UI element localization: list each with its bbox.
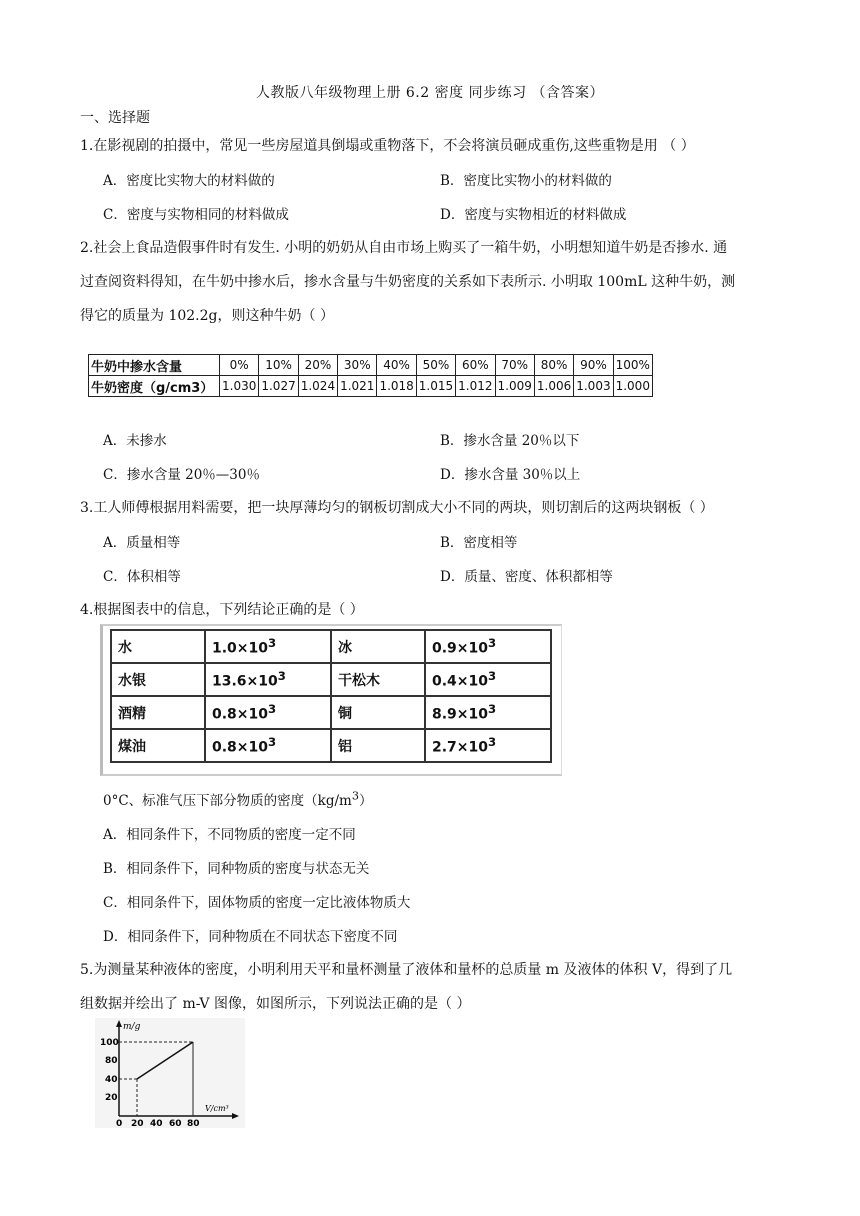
substance-name: 冰 bbox=[331, 630, 425, 663]
q3-option-a[interactable]: A．质量相等 bbox=[103, 535, 181, 551]
table-cell: 1.027 bbox=[259, 376, 298, 397]
table-cell: 70% bbox=[495, 355, 534, 376]
density-value: $0.8\times 10^3$ bbox=[205, 696, 331, 729]
table-cell: 10% bbox=[259, 355, 298, 376]
table-row bbox=[111, 663, 551, 696]
density-value: $2.7\times 10^3$ bbox=[425, 729, 551, 762]
q4-option-a[interactable]: A．相同条件下，不同物质的密度一定不同 bbox=[103, 827, 356, 843]
q4-option-b[interactable]: B．相同条件下，同种物质的密度与状态无关 bbox=[103, 861, 370, 877]
table-header-cell: 牛奶中掺水含量 bbox=[89, 355, 220, 376]
table-cell: 30% bbox=[338, 355, 377, 376]
table-cell: 1.009 bbox=[495, 376, 534, 397]
table-cell: 20% bbox=[298, 355, 337, 376]
table-row bbox=[111, 696, 551, 729]
substance-name: 煤油 bbox=[111, 729, 205, 762]
q4-option-c[interactable]: C．相同条件下，固体物质的密度一定比液体物质大 bbox=[103, 895, 411, 911]
table-cell: 50% bbox=[416, 355, 455, 376]
density-table bbox=[110, 629, 552, 763]
substance-name: 铜 bbox=[331, 696, 425, 729]
q1-option-a[interactable]: A．密度比实物大的材料做的 bbox=[103, 173, 275, 189]
table-cell: 1.000 bbox=[613, 376, 652, 397]
table-cell: 40% bbox=[377, 355, 416, 376]
y-tick-label: 40 bbox=[105, 1075, 118, 1085]
table-cell: 90% bbox=[574, 355, 613, 376]
density-value: $0.8\times 10^3$ bbox=[205, 729, 331, 762]
table-cell: 1.015 bbox=[416, 376, 455, 397]
table-header-cell: 牛奶密度（g/cm3） bbox=[89, 376, 220, 397]
m-v-graph bbox=[95, 1018, 245, 1128]
q4-table-caption: 0°C、标准气压下部分物质的密度$(kg/m^3)$ bbox=[103, 789, 373, 809]
q5-stem-line2: 组数据并绘出了 m-V 图像，如图所示，下列说法正确的是（ ） bbox=[80, 996, 471, 1012]
table-row bbox=[89, 355, 653, 376]
q2-option-a[interactable]: A．未掺水 bbox=[103, 433, 167, 449]
x-tick-label: 80 bbox=[187, 1119, 200, 1128]
table-cell: 1.012 bbox=[456, 376, 495, 397]
x-axis-label: V/cm³ bbox=[205, 1104, 229, 1113]
density-value: $0.9\times 10^3$ bbox=[425, 630, 551, 663]
q2-option-c[interactable]: C．掺水含量 20％—30％ bbox=[103, 467, 260, 483]
y-tick-label: 100 bbox=[100, 1038, 119, 1048]
y-axis-label: m/g bbox=[123, 1022, 141, 1032]
q2-stem-line2: 过查阅资料得知，在牛奶中掺水后，掺水含量与牛奶密度的关系如下表所示. 小明取 100mL 这种牛奶，测 bbox=[80, 274, 736, 290]
q1-option-c[interactable]: C．密度与实物相同的材料做成 bbox=[103, 207, 289, 223]
q4-stem: 4.根据图表中的信息，下列结论正确的是（ ） bbox=[80, 602, 364, 618]
table-row bbox=[111, 729, 551, 762]
table-row bbox=[111, 630, 551, 663]
table-cell: 1.024 bbox=[298, 376, 337, 397]
q3-stem: 3.工人师傅根据用料需要，把一块厚薄均匀的钢板切割成大小不同的两块，则切割后的这两块钢板（ ） bbox=[80, 500, 714, 516]
table-cell: 1.018 bbox=[377, 376, 416, 397]
table-cell: 0% bbox=[220, 355, 259, 376]
table-cell: 80% bbox=[534, 355, 573, 376]
q2-option-d[interactable]: D．掺水含量 30％以上 bbox=[440, 467, 581, 483]
table-cell: 1.030 bbox=[220, 376, 259, 397]
substance-name: 酒精 bbox=[111, 696, 205, 729]
q5-stem-line1: 5.为测量某种液体的密度，小明利用天平和量杯测量了液体和量杯的总质量 m 及液体的体积 V，得到了几 bbox=[80, 962, 733, 978]
table-cell: 100% bbox=[613, 355, 652, 376]
density-value: $0.4\times 10^3$ bbox=[425, 663, 551, 696]
q1-option-b[interactable]: B．密度比实物小的材料做的 bbox=[440, 173, 612, 189]
substance-name: 铝 bbox=[331, 729, 425, 762]
q2-stem-line3: 得它的质量为 102.2g，则这种牛奶（ ） bbox=[80, 308, 334, 324]
q2-stem-line1: 2.社会上食品造假事件时有发生. 小明的奶奶从自由市场上购买了一箱牛奶，小明想知道牛奶是否掺水. 通 bbox=[80, 240, 728, 256]
y-tick-label: 80 bbox=[105, 1056, 118, 1066]
q4-option-d[interactable]: D．相同条件下，同种物质在不同状态下密度不同 bbox=[103, 929, 398, 945]
density-value: $8.9\times 10^3$ bbox=[425, 696, 551, 729]
x-tick-label: 40 bbox=[150, 1119, 163, 1128]
q1-stem: 1.在影视剧的拍摄中，常见一些房屋道具倒塌或重物落下，不会将演员砸成重伤,这些重物是用 （ ） bbox=[80, 138, 695, 154]
table-cell: 1.003 bbox=[574, 376, 613, 397]
table-cell: 1.006 bbox=[534, 376, 573, 397]
y-tick-label: 20 bbox=[105, 1093, 118, 1103]
page-title: 人教版八年级物理上册 6.2 密度 同步练习 （含答案） bbox=[255, 85, 605, 101]
milk-density-table bbox=[88, 354, 653, 397]
substance-name: 干松木 bbox=[331, 663, 425, 696]
table-cell: 60% bbox=[456, 355, 495, 376]
substance-name: 水银 bbox=[111, 663, 205, 696]
section-heading: 一、选择题 bbox=[80, 110, 150, 126]
q3-option-b[interactable]: B．密度相等 bbox=[440, 535, 518, 551]
table-cell: 1.021 bbox=[338, 376, 377, 397]
q3-option-c[interactable]: C．体积相等 bbox=[103, 569, 181, 585]
q1-option-d[interactable]: D．密度与实物相近的材料做成 bbox=[440, 207, 627, 223]
density-table-image bbox=[100, 624, 562, 776]
table-row bbox=[89, 376, 653, 397]
q3-option-d[interactable]: D．质量、密度、体积都相等 bbox=[440, 569, 613, 585]
substance-name: 水 bbox=[111, 630, 205, 663]
x-tick-label: 60 bbox=[169, 1119, 182, 1128]
q2-option-b[interactable]: B．掺水含量 20％以下 bbox=[440, 433, 580, 449]
density-value: $1.0\times 10^3$ bbox=[205, 630, 331, 663]
x-tick-label: 0 bbox=[116, 1119, 123, 1128]
density-value: $13.6\times 10^3$ bbox=[205, 663, 331, 696]
x-tick-label: 20 bbox=[131, 1119, 144, 1128]
